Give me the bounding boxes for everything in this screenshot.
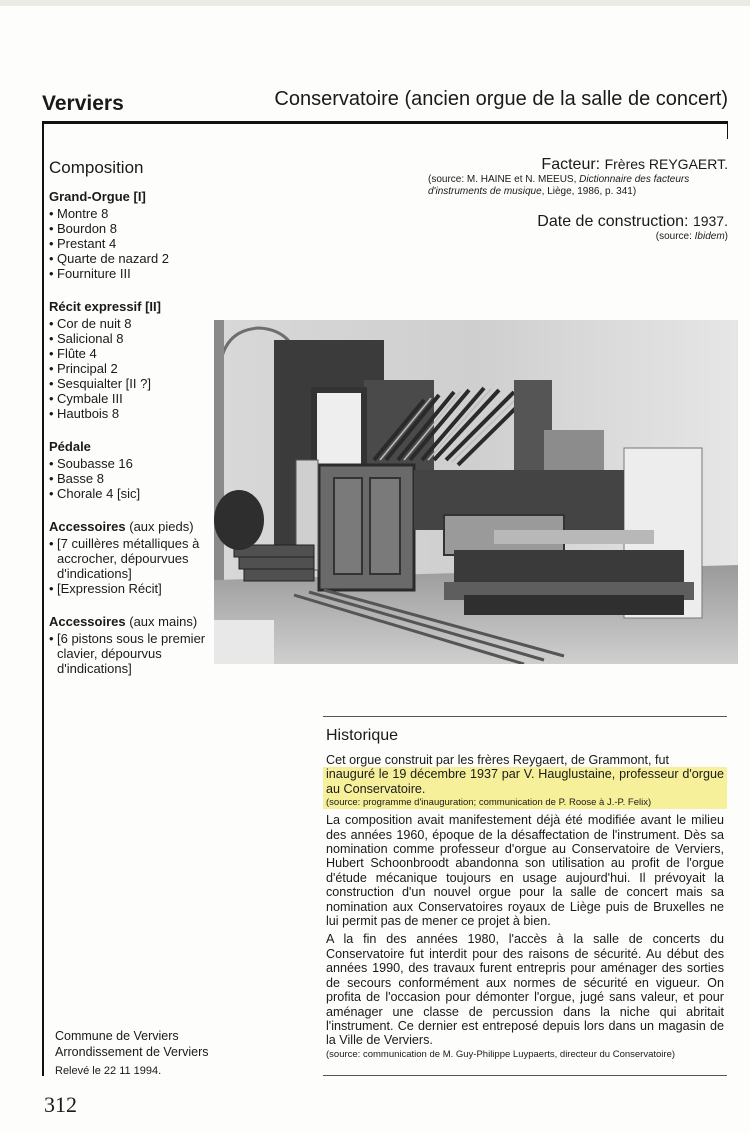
page-top-edge xyxy=(0,0,750,6)
composition-heading: Composition xyxy=(49,158,144,177)
highlighted-inauguration-text xyxy=(323,767,727,809)
accessoires-pieds-qualifier: (aux pieds) xyxy=(129,519,194,534)
recit-list xyxy=(49,316,209,421)
stop-item: • Flûte 4 xyxy=(49,346,209,361)
historique-p1-highlight: inauguré le 19 décembre 1937 par V. Hauglustaine, professeur d'orgue au Conservatoire. xyxy=(326,767,724,796)
facteur-source xyxy=(418,174,728,198)
stop-item: • Bourdon 8 xyxy=(49,221,209,236)
stop-item: • Prestant 4 xyxy=(49,236,209,251)
page-number: 312 xyxy=(44,1092,77,1117)
header-city: Verviers xyxy=(42,92,124,115)
facteur-label: Facteur: xyxy=(541,156,601,173)
commune-block xyxy=(55,1028,209,1060)
historique-paragraph-3: A la fin des années 1980, l'accès à la salle de concerts du Conservatoire fut interdit pour des raisons de sécurité. Au début des années 1990, des travaux furent entrepris pour aménager des sorties de secours conformément aux normes de sécurité en vigueur. On profita de l'occasion pour démonter l'orgue, jugé sans valeur, et pour aménager une classe de percussion dans la niche qui abritait l'instrument. Ce dernier est entreposé depuis lors dans un magasin de la Ville de Verviers. xyxy=(326,932,724,1048)
commune-name: Commune de Verviers xyxy=(55,1029,179,1043)
header-title: Conservatoire (ancien orgue de la salle de concert) xyxy=(274,88,728,110)
stop-item: • Chorale 4 [sic] xyxy=(49,486,209,501)
accessoires-pieds-label: Accessoires xyxy=(49,519,126,534)
historique-rule xyxy=(323,716,727,717)
historique-paragraph-2: La composition avait manifestement déjà été modifiée avant le milieu des années 1960, époque de la désaffectation de l'instrument. Dès sa nomination comme professeur d'orgue au Conservatoire de Verviers, Hubert Schoonbroodt abandonna son utilisation au profit de l'orgue d'étude mécanique toujours en usage aujourd'hui. Il prévoyait la construction d'un nouvel orgue pour la salle de concert mais sa nomination aux Conservatoires royaux de Liège puis de Bruxelles ne lui permit pas de mener ce projet à bien. xyxy=(326,813,724,929)
grand-orgue-title: Grand-Orgue [I] xyxy=(49,189,146,204)
date-source-title: Ibidem xyxy=(694,231,725,242)
pedale-title: Pédale xyxy=(49,439,91,454)
stop-item: • Montre 8 xyxy=(49,206,209,221)
accessoires-mains-list xyxy=(49,631,209,676)
grand-orgue-list xyxy=(49,206,209,281)
arrondissement-name: Arrondissement de Verviers xyxy=(55,1045,209,1059)
date-source-suffix: ) xyxy=(724,231,728,242)
accessoires-mains-label: Accessoires xyxy=(49,614,126,629)
date-label: Date de construction: xyxy=(537,213,689,230)
accessoires-mains-title xyxy=(49,614,209,629)
stop-item: • Cymbale III xyxy=(49,391,209,406)
stop-item: • [7 cuillères métalliques à accrocher, dépourvues d'indications] xyxy=(49,536,209,581)
stop-item: • Principal 2 xyxy=(49,361,209,376)
historique-body xyxy=(326,753,724,1061)
stop-item: • Quarte de nazard 2 xyxy=(49,251,209,266)
date-block xyxy=(537,213,728,243)
historique-paragraph-1 xyxy=(326,753,724,809)
organ-photo-illustration xyxy=(214,320,738,664)
facteur-source-prefix: (source: M. HAINE et N. MEEUS, xyxy=(428,174,580,185)
historique-bottom-rule xyxy=(323,1075,727,1076)
accessoires-pieds-list xyxy=(49,536,209,596)
facteur-block xyxy=(418,156,728,198)
date-line xyxy=(537,213,728,231)
stop-item: • Salicional 8 xyxy=(49,331,209,346)
accessoires-mains-qualifier: (aux mains) xyxy=(129,614,198,629)
recit-title: Récit expressif [II] xyxy=(49,299,161,314)
facteur-source-suffix: , Liège, 1986, p. 341) xyxy=(541,186,637,197)
releve-date: Relevé le 22 11 1994. xyxy=(55,1065,162,1077)
stop-item: • Basse 8 xyxy=(49,471,209,486)
date-source-prefix: (source: xyxy=(655,231,695,242)
composition-sidebar xyxy=(49,160,209,694)
date-value: 1937. xyxy=(692,213,728,229)
stop-item: • [6 pistons sous le premier clavier, dépourvus d'indications] xyxy=(49,631,209,676)
stop-item: • Hautbois 8 xyxy=(49,406,209,421)
stop-item: • Fourniture III xyxy=(49,266,209,281)
stop-item: • Soubasse 16 xyxy=(49,456,209,471)
historique-p1-start: Cet orgue construit par les frères Reygaert, de Grammont, fut xyxy=(326,753,669,767)
date-source xyxy=(537,231,728,243)
historique-title: Historique xyxy=(326,727,399,744)
stop-item: • Sesquialter [II ?] xyxy=(49,376,209,391)
accessoires-pieds-title xyxy=(49,519,209,534)
historique-p3-source: (source: communication de M. Guy-Philippe Luypaerts, directeur du Conservatoire) xyxy=(326,1048,676,1060)
right-rule-tick xyxy=(727,121,728,139)
facteur-value: Frères REYGAERT. xyxy=(604,156,728,172)
header-rule xyxy=(42,121,728,124)
pedale-list xyxy=(49,456,209,501)
organ-photograph xyxy=(214,320,738,664)
facteur-source-title: Dictionnaire des facteurs d'instruments de musique xyxy=(428,174,690,197)
stop-item: • Cor de nuit 8 xyxy=(49,316,209,331)
stop-item: • [Expression Récit] xyxy=(49,581,209,596)
left-rule xyxy=(42,121,44,1076)
historique-p1-source: (source: programme d'inauguration; communication de P. Roose à J.-P. Felix) xyxy=(326,797,652,809)
facteur-line xyxy=(418,156,728,174)
